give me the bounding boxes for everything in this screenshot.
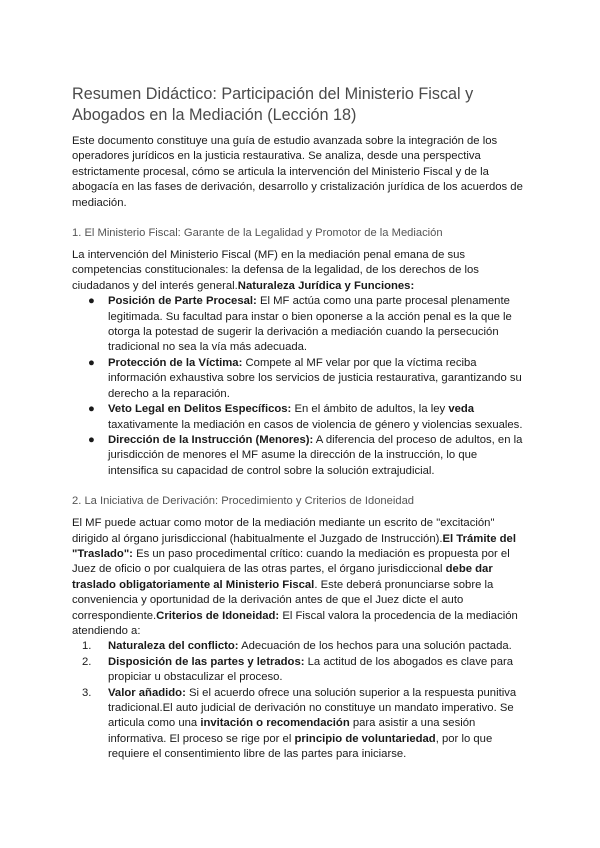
list-number: 3. — [82, 686, 92, 699]
section-1-heading: 1. El Ministerio Fiscal: Garante de la Legalidad y Promotor de la Mediación — [72, 227, 443, 240]
document-title: Resumen Didáctico: Participación del Ministerio Fiscal y Abogados en la Mediación (Lección 18) — [72, 85, 474, 124]
list-item: ● Veto Legal en Delitos Específicos: En el ámbito de adultos, la ley veda taxativamente la mediación en casos de violencia de género y violencias sexuales. — [88, 403, 523, 431]
section-2-numbered-list — [72, 639, 528, 762]
section-1-paragraph: La intervención del Ministerio Fiscal (MF) en la mediación penal emana de sus competencias constitucionales: la defensa de la legalidad, de los derechos de los ciudadanos y del interés general.Naturaleza Jurídica y Funciones: — [72, 249, 479, 292]
list-item: 1. Naturaleza del conflicto: Adecuación de los hechos para una solución pactada. — [72, 639, 528, 654]
section-2-heading: 2. La Iniciativa de Derivación: Procedimiento y Criterios de Idoneidad — [72, 495, 415, 508]
list-item: ● Posición de Parte Procesal: El MF actúa como una parte procesal plenamente legitimada. Su facultad para instar o bien oponerse a la acción penal es la que le otorga la potestad de sugerir la derivación a mediación cuando la persecución tradicional no sea la vía más adecuada. — [88, 295, 512, 354]
list-item: 3. Valor añadido: Si el acuerdo ofrece una solución superior a la respuesta punitiva tradicional.El auto judicial de derivación no constituye un mandato imperativo. Se articula como una invitación o recomendación para asistir a una sesión informativa. El proceso se rige por el principio de voluntariedad, por lo que requiere el consentimiento libre de las partes para iniciarse. — [82, 686, 517, 761]
bullet-icon: ● — [88, 403, 95, 416]
bullet-icon: ● — [88, 295, 95, 308]
bullet-icon: ● — [88, 356, 95, 369]
section-2-paragraph: El MF puede actuar como motor de la mediación mediante un escrito de "excitación" dirigido al órgano jurisdiccional (habitualmente el Juzgado de Instrucción).El Trámite del "Traslado": Es un paso procedimental crítico: cuando la mediación es propuesta por el Juez de oficio o por cualquiera de las otras partes, el órgano jurisdiccional debe dar traslado obligatoriamente al Ministerio Fiscal. Este deberá pronunciarse sobre la conveniencia y oportunidad de la derivación antes de que el Juez dicte el auto correspondiente.Criterios de Idoneidad: El Fiscal valora la procedencia de la mediación atendiendo a: — [72, 517, 518, 637]
intro-paragraph: Este documento constituye una guía de estudio avanzada sobre la integración de los operadores jurídicos en la justicia restaurativa. Se analiza, desde una perspectiva estrictamente procesal, cómo se articula la intervención del Ministerio Fiscal y de la abogacía en las fases de derivación, desarrollo y cristalización jurídica de los acuerdos de mediación. — [72, 135, 523, 209]
list-number: 1. — [82, 640, 92, 653]
section-1-bullet-list — [72, 294, 528, 479]
list-item: ● Dirección de la Instrucción (Menores): A diferencia del proceso de adultos, en la jurisdicción de menores el MF asume la dirección de la instrucción, lo que intensifica su capacidad de control sobre la solución extrajudicial. — [88, 433, 523, 477]
list-number: 2. — [82, 655, 92, 668]
bullet-icon: ● — [88, 433, 95, 446]
list-item: ● Protección de la Víctima: Compete al MF velar por que la víctima reciba información exhaustiva sobre los servicios de justicia restaurativa, garantizando su derecho a la reparación. — [88, 356, 522, 400]
list-item: 2. Disposición de las partes y letrados: La actitud de los abogados es clave para propiciar u obstaculizar el proceso. — [82, 655, 514, 684]
